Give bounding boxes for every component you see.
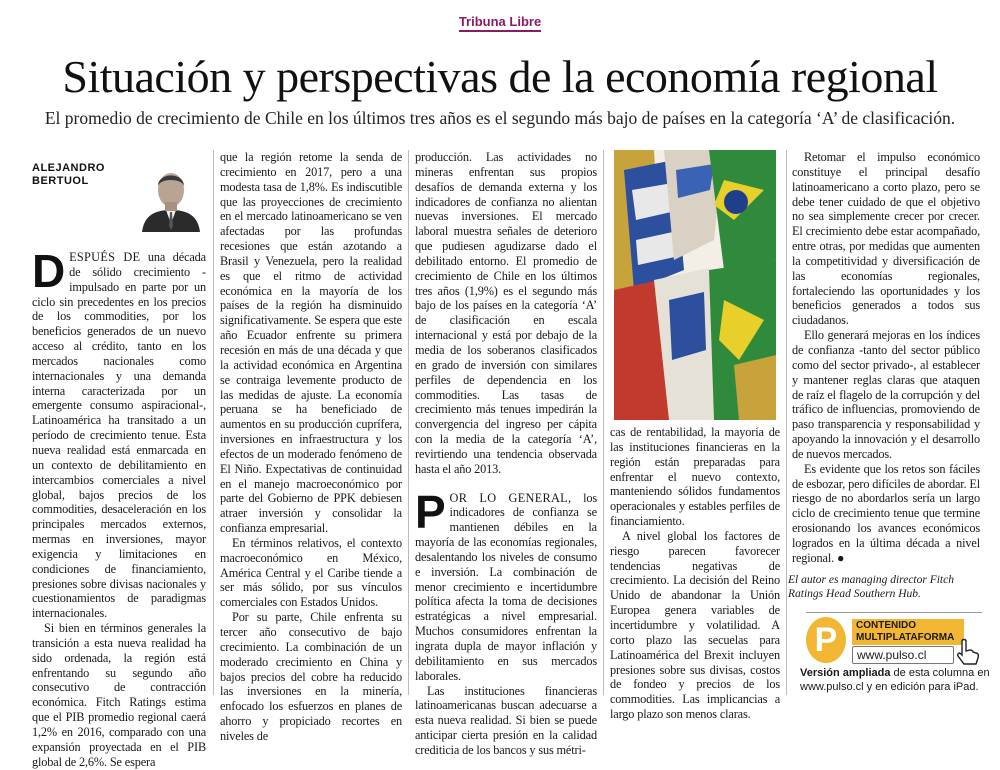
author-portrait	[136, 160, 206, 232]
multiplatform-badge	[852, 619, 964, 645]
headline: Situación y perspectivas de la economía regional	[62, 51, 938, 102]
pulso-promo[interactable]	[806, 612, 982, 669]
col3-paragraph-3: Las instituciones financieras latinoamericanas buscan adecuarse a esta nueva realidad. Si bien se puede anticipar cierta presión en la calidad crediticia de los bancos y sus métri-	[415, 683, 597, 757]
dropcap: P	[415, 485, 446, 538]
section-tag	[0, 14, 1000, 29]
col1-paragraph-1	[32, 245, 206, 621]
pulso-footer-rest: de esta columna en www.pulso.cl y en edición para iPad.	[800, 667, 990, 693]
pulso-footer-bold: Versión ampliada	[800, 667, 891, 679]
subhead: El promedio de crecimiento de Chile en los últimos tres años es el segundo más bajo de países en la categoría ‘A’ de clasificación.	[44, 108, 956, 128]
hand-pointer-icon	[952, 637, 982, 667]
col1-paragraph-2: Si bien en términos generales la transición a esta nueva realidad ha sido ordenada, la región está enfrentando su segundo año consecutivo de contracción económica. Fitch Ratings estima que el PIB promedio regional caerá 1,2% en 2016, comparado con una expansión proyectada en el PIB global de 2,6%. Se espera	[32, 621, 206, 769]
col2-paragraph-3: Por su parte, Chile enfrenta su tercer año consecutivo de bajo crecimiento. La combinación de un moderado crecimiento en China y bajos precios del cobre ha reducido las inversiones en la minería, enfocado los esfuerzos en planes de ahorro y propiciado recortes en niveles de	[220, 610, 402, 743]
col4-paragraph-1: cas de rentabilidad, la mayoría de las instituciones financieras en la región están preparadas para enfrentar el nuevo contexto, manteniendo sólidos fundamentos operacionales y estables perfiles de financiamiento.	[610, 425, 780, 529]
author-last: BERTUOL	[32, 175, 89, 187]
column-rule	[408, 150, 409, 695]
column-rule	[603, 150, 604, 695]
column-5	[792, 150, 980, 570]
column-3	[415, 150, 597, 757]
col3-text: los indicadores de confianza se mantienen débiles en la mayoría de las economías regionales, desalentando los niveles de consumo e inversión. La combinación de menor crecimiento e incertidumbre política afecta la toma de decisiones estratégicas a nivel empresarial. Muchos consumidores enfrentan la ingrata dupla de mayor inflación y debilitamiento en sus mercados laborales.	[415, 490, 597, 683]
flags-illustration	[614, 150, 776, 420]
col5-paragraph-3	[792, 462, 980, 566]
author-note: El autor es managing director Fitch Ratings Head Southern Hub.	[788, 574, 954, 600]
author-name	[32, 162, 132, 188]
column-2	[220, 150, 402, 743]
column-rule	[213, 150, 214, 695]
pulso-footer	[800, 666, 990, 694]
author-first: ALEJANDRO	[32, 162, 105, 174]
col4-paragraph-2: A nivel global los factores de riesgo parecen favorecer tendencias negativas de crecimiento. La decisión del Reino Unido de abandonar la Unión Europea genera variables de incertidumbre y volatilidad. A corto plazo las secuelas para Latinoamérica del Brexit incluyen presiones sobre sus divisas, costos de fondeo y precios de los commodities. Las implicancias a largo plazo son menos claras.	[610, 528, 780, 722]
col2-paragraph-2: En términos relativos, el contexto macroeconómico en México, América Central y el Caribe tiende a ser más sólido, por sus vínculos comerciales con Estados Unidos.	[220, 535, 402, 610]
col5-paragraph-1: Retomar el impulso económico constituye el principal desafío latinoamericano a corto plazo, pero se debe tener cuidado de que el objetivo no sea simplemente crecer por crecer. El crecimiento debe estar acompañado, entre otras, por medidas que aumenten la competitividad y diversificación de las economías regionales, fortaleciendo las oportunidades y los beneficios generados a todos sus ciudadanos.	[792, 150, 980, 328]
pulso-url-box[interactable]: www.pulso.cl	[852, 646, 954, 664]
col1-text: una década de sólido crecimiento -impulsado en parte por un ciclo sin precedentes en los precios de los commodities, por los beneficios generados de un nuevo acceso al crédito, tanto en los mercados nacionales como internacionales y una demanda interna caracterizada por un emergente consumo aspiracional-, Latinoamérica ha transitado a un período de crecimiento tenue. Esta nueva realidad está enmarcada en un contexto de debilitamiento en intercambios comerciales a nivel global, bajos precios de los commodities, desaceleración en los principales mercados externos, mermas en inversiones, mayor exigencia y limitaciones en condiciones de financiamiento, presiones sobre divisas nacionales y cuestionamientos de paradigmas internacionales.	[32, 250, 206, 621]
end-mark: ●	[836, 550, 845, 565]
badge-line-2: MULTIPLATAFORMA	[856, 632, 955, 643]
pulso-logo-icon	[806, 617, 846, 663]
col5-text: Es evidente que los retos son fáciles de esbozar, pero difíciles de abordar. El riesgo de no abordarlos sería un largo ciclo de crecimiento tenue que termine erosionando los avances económicos logrados en la última década a nivel regional.	[792, 461, 980, 565]
col3-paragraph-1: producción. Las actividades no mineras enfrentan sus propios desafíos de demanda externa y los indicadores de confianza no alientan nuevas inversiones. El mercado laboral muestra señales de deterioro que pudiesen agudizarse dado el debilitado entorno. El promedio de crecimiento de Chile en los últimos tres años (1,9%) es el segundo más bajo de los países en la categoría ‘A’ de clasificación en escala internacional y está por debajo de la media de los soberanos clasificados en grado de inversión con similares perfiles de dependencia en los commodities. Las tasas de crecimiento más tenues impedirán la convergencia del ingreso per cápita con la media de la categoría ‘A’, revirtiendo una tendencia observada hasta el año 2013.	[415, 150, 597, 476]
section-label: Tribuna Libre	[459, 14, 541, 32]
pulso-logo-letter: P	[814, 620, 838, 659]
col5-paragraph-2: Ello generará mejoras en los índices de confianza -tanto del sector público como del sector privado-, al establecer y mantener reglas claras que ataquen de raíz el flagelo de la corrupción y del tráfico de influencias, promoviendo de paso transparencia y responsabilidad y apoyando la innovación y el desarrollo de nuevos mercados.	[792, 328, 980, 461]
lead-in: ESPUÉS DE	[69, 250, 141, 264]
col2-paragraph-1: que la región retome la senda de crecimiento en 2017, pero a una modesta tasa de 1,8%. Es indiscutible que las proyecciones de crecimiento en el mercado latinoamericano se ven afectadas por las profundas recesiones que están azotando a Brasil y Venezuela, pero la realidad es que el ritmo de actividad económica en la mayoría de los países de la región ha disminuido significativamente. Se espera que este año Ecuador enfrente su primera recesión en más de una década y que la actividad económica en Argentina se contraiga levemente producto de las medidas de ajuste. La economía peruana se ha beneficiado de aumentos en su producción cuprífera, inversiones en infraestructura y los efectos de un moderado fenómeno de El Niño. Expectativas de continuidad en el manejo macroeconómico por parte del Gobierno de PPK debiesen atraer inversión y consolidar la confianza empresarial.	[220, 150, 402, 536]
column-4	[610, 425, 780, 722]
badge-line-1: CONTENIDO	[856, 620, 916, 631]
column-rule	[786, 150, 787, 695]
col3-paragraph-2	[415, 485, 597, 684]
lead-in: OR LO GENERAL,	[449, 490, 572, 505]
column-1	[32, 245, 206, 769]
dropcap: D	[32, 245, 66, 297]
